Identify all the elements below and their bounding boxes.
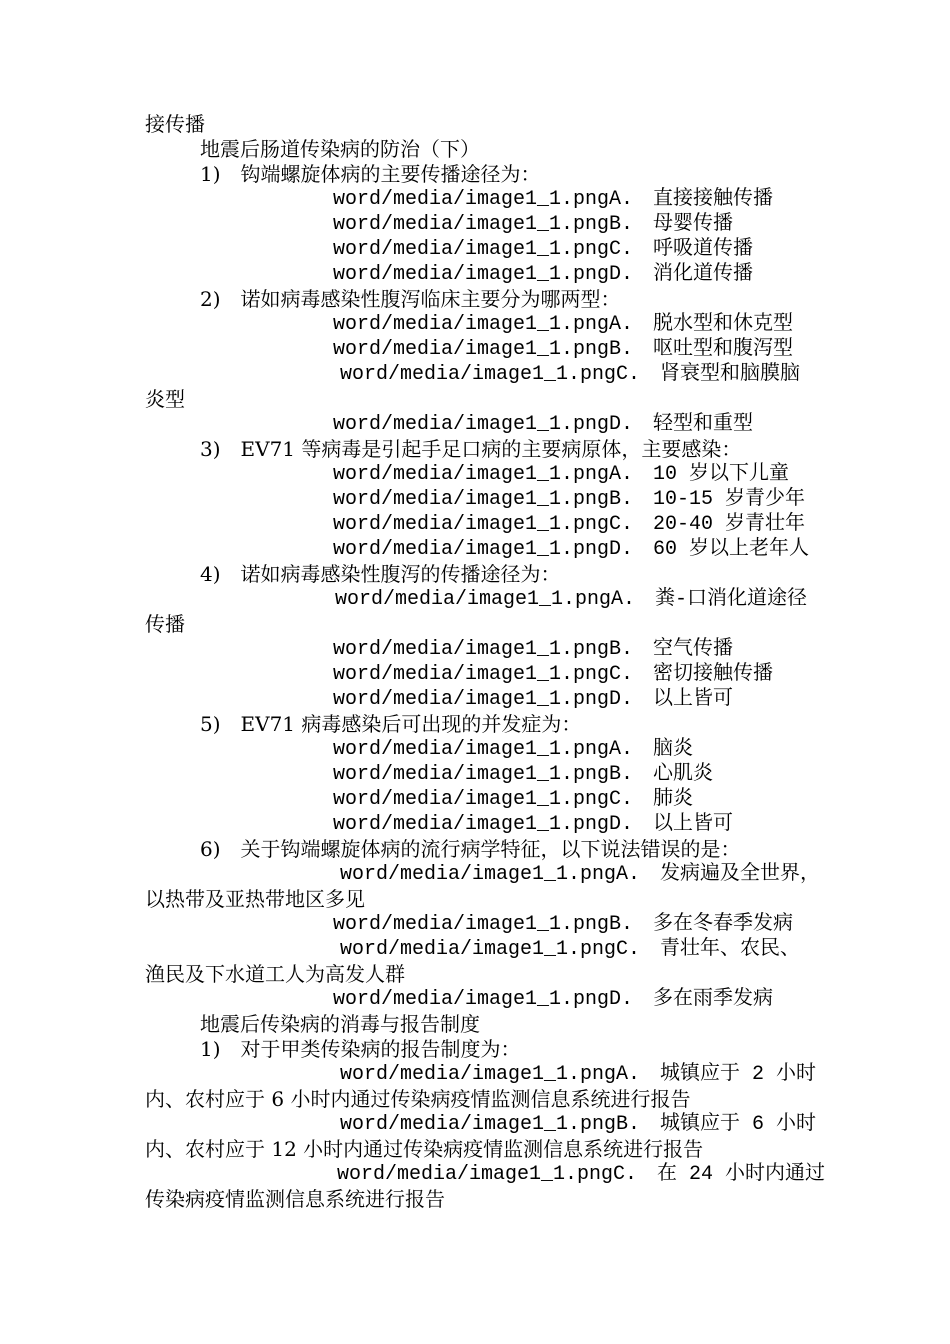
text-line: 内、农村应于 12 小时内通过传染病疫情监测信息系统进行报告 bbox=[145, 1137, 704, 1161]
text-line: word/media/image1_1.pngC. 肾衰型和脑膜脑 bbox=[340, 363, 801, 386]
text-line: word/media/image1_1.pngD. 多在雨季发病 bbox=[333, 988, 774, 1011]
text-line: 内、农村应于 6 小时内通过传染病疫情监测信息系统进行报告 bbox=[145, 1087, 691, 1111]
text-line: 地震后肠道传染病的防治（下） bbox=[200, 137, 480, 161]
text-line: 地震后传染病的消毒与报告制度 bbox=[200, 1012, 480, 1036]
text-line: word/media/image1_1.pngA. 10 岁以下儿童 bbox=[333, 463, 790, 486]
text-line: word/media/image1_1.pngB. 母婴传播 bbox=[333, 213, 734, 236]
text-line: word/media/image1_1.pngA. 城镇应于 2 小时 bbox=[340, 1063, 817, 1086]
text-line: 4) 诺如病毒感染性腹泻的传播途径为： bbox=[200, 562, 561, 586]
text-line: word/media/image1_1.pngC. 20-40 岁青壮年 bbox=[333, 513, 806, 536]
text-line: word/media/image1_1.pngB. 10-15 岁青少年 bbox=[333, 488, 806, 511]
text-line: 2) 诺如病毒感染性腹泻临床主要分为哪两型： bbox=[200, 287, 621, 311]
text-line: 传染病疫情监测信息系统进行报告 bbox=[145, 1187, 445, 1211]
text-line: 6) 关于钩端螺旋体病的流行病学特征，以下说法错误的是： bbox=[200, 837, 741, 861]
text-line: word/media/image1_1.pngC. 密切接触传播 bbox=[333, 663, 774, 686]
text-line: word/media/image1_1.pngC. 青壮年、农民、 bbox=[340, 938, 801, 961]
text-line: 1) 钩端螺旋体病的主要传播途径为： bbox=[200, 162, 541, 186]
text-line: word/media/image1_1.pngD. 以上皆可 bbox=[333, 813, 734, 836]
text-line: 以热带及亚热带地区多见 bbox=[145, 887, 365, 911]
text-line: word/media/image1_1.pngD. 60 岁以上老年人 bbox=[333, 538, 810, 561]
text-line: 接传播 bbox=[145, 112, 205, 136]
text-line: word/media/image1_1.pngC. 肺炎 bbox=[333, 788, 694, 811]
text-line: word/media/image1_1.pngC. 呼吸道传播 bbox=[333, 238, 754, 261]
text-line: word/media/image1_1.pngA. 脱水型和休克型 bbox=[333, 313, 794, 336]
text-line: word/media/image1_1.pngB. 城镇应于 6 小时 bbox=[340, 1113, 817, 1136]
text-line: word/media/image1_1.pngA. 发病遍及全世界， bbox=[340, 863, 821, 886]
text-line: word/media/image1_1.pngA. 粪-口消化道途径 bbox=[335, 588, 808, 611]
text-line: 3) EV71 等病毒是引起手足口病的主要病原体，主要感染： bbox=[200, 437, 742, 461]
text-line: word/media/image1_1.pngB. 多在冬春季发病 bbox=[333, 913, 794, 936]
text-line: word/media/image1_1.pngB. 呕吐型和腹泻型 bbox=[333, 338, 794, 361]
text-line: word/media/image1_1.pngA. 直接接触传播 bbox=[333, 188, 774, 211]
text-line: word/media/image1_1.pngB. 空气传播 bbox=[333, 638, 734, 661]
text-line: word/media/image1_1.pngD. 以上皆可 bbox=[333, 688, 734, 711]
text-line: word/media/image1_1.pngD. 轻型和重型 bbox=[333, 413, 754, 436]
text-line: word/media/image1_1.pngA. 脑炎 bbox=[333, 738, 694, 761]
text-line: 传播 bbox=[145, 612, 185, 636]
text-line: word/media/image1_1.pngD. 消化道传播 bbox=[333, 263, 754, 286]
text-line: 炎型 bbox=[145, 387, 185, 411]
text-line: 1) 对于甲类传染病的报告制度为： bbox=[200, 1037, 521, 1061]
text-line: word/media/image1_1.pngC. 在 24 小时内通过 bbox=[337, 1163, 826, 1186]
text-line: 5) EV71 病毒感染后可出现的并发症为： bbox=[200, 712, 582, 736]
text-line: word/media/image1_1.pngB. 心肌炎 bbox=[333, 763, 714, 786]
text-line: 渔民及下水道工人为高发人群 bbox=[145, 962, 405, 986]
